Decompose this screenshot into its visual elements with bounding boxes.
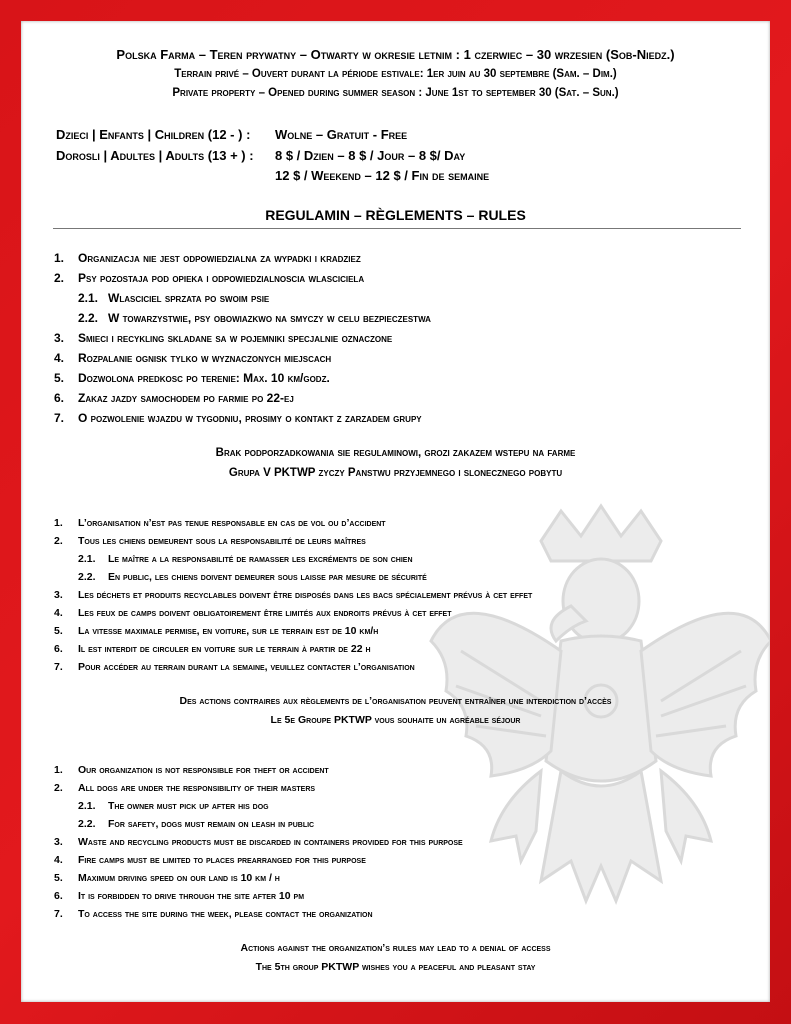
list-item: 2.1. Le maître a la responsabilité de ramasser les excréments de son chien [78,553,413,565]
list-item: 1. Organizacja nie jest odpowiedzialna za wypadki i kradziez [54,251,361,265]
french-footer-greeting: Le 5e Groupe PKTWP vous souhaite un agréable séjour [270,714,521,726]
adults-label: Dorosli | Adultes | Adults (13 + ) : [56,148,254,163]
list-item: 2. Tous les chiens demeurent sous la responsabilité de leurs maîtres [54,535,366,547]
list-item: 6. It is forbidden to drive through the site after 10 pm [54,890,305,902]
list-item: 3. Waste and recycling products must be discarded in containers provided for this purpose [54,836,463,848]
list-item: 2.2. For safety, dogs must remain on leash in public [78,818,315,830]
list-item: 5. Dozwolona predkosc po terenie: Max. 10 km/godz. [54,371,330,385]
list-item: 2. All dogs are under the responsibility of their masters [54,782,316,794]
list-item: 1. L’organisation n’est pas tenue responsable en cas de vol ou d’accident [54,517,386,529]
french-footer-warning: Des actions contraires aux règlements de l’organisation peuvent entraîner une interdiction d’accès [179,695,612,707]
header-line-polish: Polska Farma – Teren prywatny – Otwarty w okresie letnim : 1 czerwiec – 30 wrzesien (Sob-Niedz.) [116,47,675,62]
list-item: 5. La vitesse maximale permise, en voiture, sur le terrain est de 10 km/h [54,625,379,637]
children-price: Wolne – Gratuit - Free [275,127,408,142]
english-footer-warning: Actions against the organization’s rules may lead to a denial of access [240,942,551,954]
polish-footer-warning: Brak podporzadkowania sie regulaminowi, grozi zakazem wstepu na farme [215,447,576,459]
list-item: 3. Les déchets et produits recyclables doivent être disposés dans les bacs spécialement prévus à cet effet [54,589,533,601]
list-item: 2.2. W towarzystwie, psy obowiazkwo na smyczy w celu bezpieczestwa [78,311,431,325]
adults-price-day: 8 $ / Dzien – 8 $ / Jour – 8 $/ Day [275,148,466,163]
polish-footer-greeting: Grupa V PKTWP zyczy Panstwu przyjemnego i slonecznego pobytu [228,467,563,479]
adults-price-weekend: 12 $ / Weekend – 12 $ / Fin de semaine [275,168,490,183]
rules-title: REGULAMIN – RÈGLEMENTS – RULES [265,207,526,223]
title-divider [53,228,741,229]
children-label: Dzieci | Enfants | Children (12 - ) : [56,127,251,142]
list-item: 6. Zakaz jazdy samochodem po farmie po 22-ej [54,391,294,405]
list-item: 6. Il est interdit de circuler en voiture sur le terrain à partir de 22 h [54,643,371,655]
list-item: 2.1. The owner must pick up after his dog [78,800,269,812]
list-item: 4. Rozpalanie ognisk tylko w wyznaczonych miejscach [54,351,332,365]
list-item: 3. Smieci i recykling skladane sa w pojemniki specjalnie oznaczone [54,331,393,345]
polish-eagle-icon [421,501,770,961]
header-line-english: Private property – Opened during summer season : June 1st to september 30 (Sat. – Sun.) [172,87,619,99]
list-item: 1. Our organization is not responsible for theft or accident [54,764,329,776]
list-item: 2. Psy pozostaja pod opieka i odpowiedzialnoscia wlasciciela [54,271,365,285]
list-item: 4. Les feux de camps doivent obligatoirement être limités aux endroits prévus à cet effet [54,607,452,619]
list-item: 7. Pour accéder au terrain durant la semaine, veuillez contacter l’organisation [54,661,415,673]
list-item: 7. O pozwolenie wjazdu w tygodniu, prosimy o kontakt z zarzadem grupy [54,411,422,425]
english-footer-greeting: The 5th group PKTWP wishes you a peaceful and pleasant stay [255,961,536,973]
list-item: 4. Fire camps must be limited to places prearranged for this purpose [54,854,366,866]
list-item: 5. Maximum driving speed on our land is 10 km / h [54,872,280,884]
document-page [21,21,770,1002]
header-line-french: Terrain privé – Ouvert durant la période estivale: 1er juin au 30 septembre (Sam. – Dim.) [174,68,617,80]
list-item: 2.2. En public, les chiens doivent demeurer sous laisse par mesure de sécurité [78,571,427,583]
list-item: 2.1. Wlasciciel sprzata po swoim psie [78,291,270,305]
list-item: 7. To access the site during the week, please contact the organization [54,908,373,920]
